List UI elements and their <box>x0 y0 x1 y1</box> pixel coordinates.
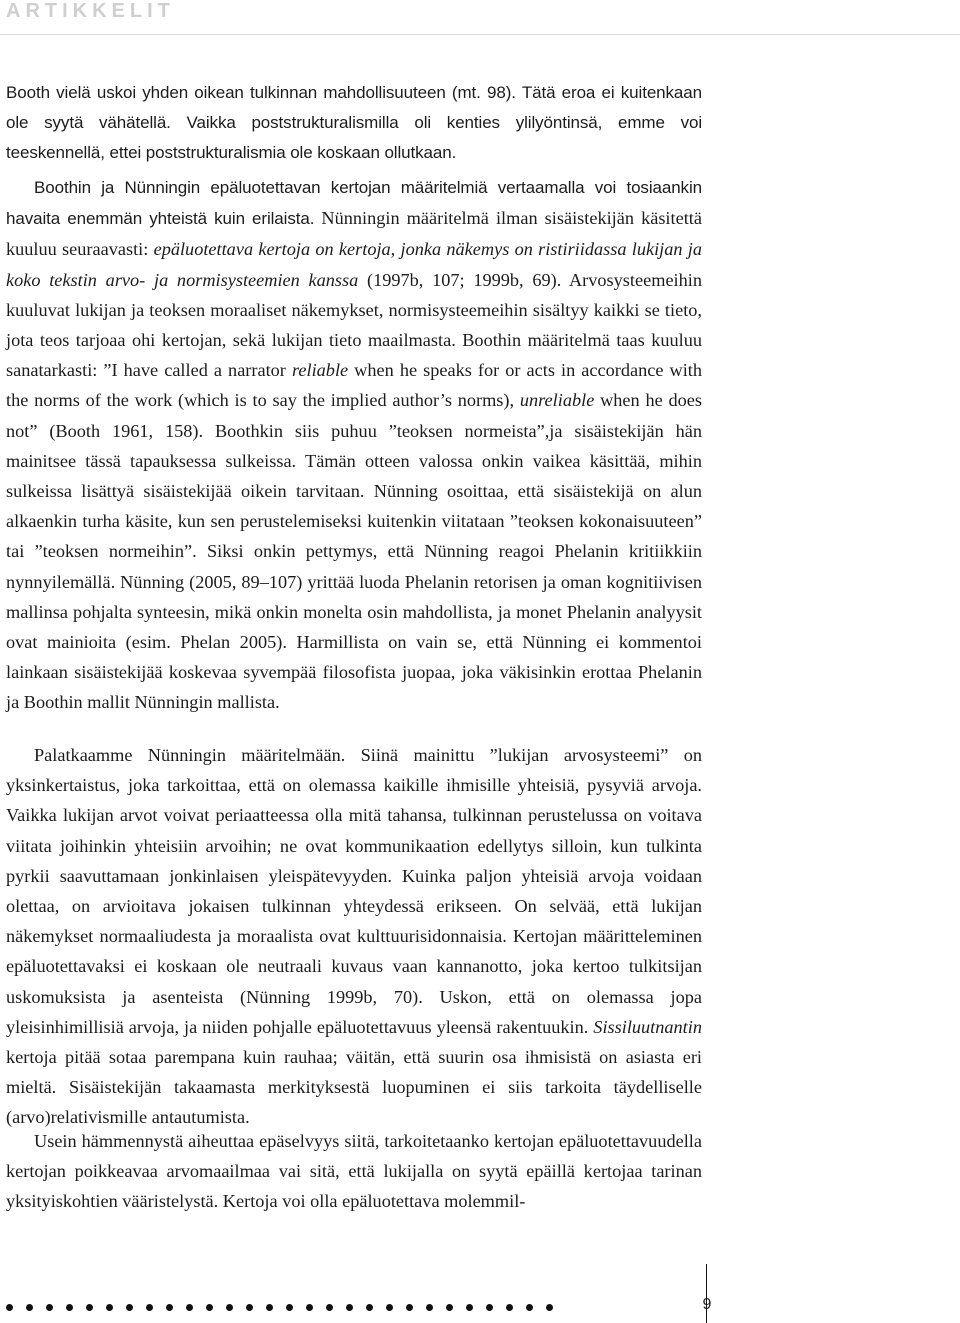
footer-dot <box>86 1304 93 1311</box>
footer-dot <box>186 1304 193 1311</box>
footer-dot <box>546 1304 553 1311</box>
body-text-1 <box>6 78 702 169</box>
text-run: when he speaks for or acts in accordance with the norms of the work (which is to say the implied author’s norms), <box>6 360 702 411</box>
footer-dot <box>506 1304 513 1311</box>
footer-dot <box>266 1304 273 1311</box>
footer-dot <box>286 1304 293 1311</box>
footer-dot <box>146 1304 153 1311</box>
footer-dot <box>106 1304 113 1311</box>
text-run: (1997b, 107; 1999b, 69). Arvosysteemeihin kuuluvat lukijan ja teoksen moraaliset näkemykset, normisysteemeihin sisältyy kaikki se tieto, jota teos tarjoaa ohi kertojan, sekä lukijan tieto maailmasta. Boothin määritelmä taas kuuluu sanatarkasti: ”I have called a narrator <box>6 269 702 381</box>
text-run: Palatkaamme Nünningin määritelmään. Siinä mainittu ”lukijan arvosysteemi” on yksinkertaistus, joka tarkoittaa, että on olemassa kaikille ihmisille yhteisiä, pysyviä arvoja. Vaikka lukijan arvot voivat periaatteessa olla mitä tahansa, tulkinnan perustelussa on voitava viitata joihinkin yhteisiin arvoihin; ne ovat kommunikaation edellytys silloin, kun tulkinta pyrkii saavuttamaan jonkinlaisen yleispätevyyden. Kuinka paljon yhteisiä arvoja voidaan olettaa, on arvioitava jokaisen tulkinnan yhteydessä erikseen. On selvää, että lukijan näkemykset normaaliudesta ja moraalista ovat kulttuurisidonnaisia. Kertojan määritteleminen epäluotettavaksi ei koskaan ole neutraali kuvaus vaan kannanotto, joka kertoo tulkitsijan uskomuksista ja asenteista (Nünning 1999b, 70). Uskon, että on olemassa jopa yleisinhimillisiä arvoja, ja niiden pohjalle epäluotettavuus yleensä rakentuukin. <box>6 745 702 1037</box>
footer-dot <box>426 1304 433 1311</box>
text-run: Nünningin määritelmä ilman sisäistekijän käsitettä kuuluu seuraavasti: <box>6 208 702 260</box>
footer-dot <box>306 1304 313 1311</box>
footer-dot <box>226 1304 233 1311</box>
section-label: ARTIKKELIT <box>6 0 175 22</box>
page-number: 9 <box>702 1296 712 1313</box>
running-header <box>0 0 960 30</box>
footer-dot <box>246 1304 253 1311</box>
italic-unreliable: unreliable <box>519 390 595 411</box>
footer-dot <box>126 1304 133 1311</box>
footer-dot <box>346 1304 353 1311</box>
footer-dot <box>466 1304 473 1311</box>
footer-dot <box>326 1304 333 1311</box>
page-divider <box>706 1264 707 1323</box>
footer-dot <box>386 1304 393 1311</box>
body-text-3 <box>6 740 702 1133</box>
paragraph-4: Usein hämmennystä aiheuttaa epäselvyys siitä, tarkoitetaanko kertojan epäluotettavuudella kertojan poikkeavaa arvomaailmaa vai sitä, että lukijalla on syytä epäillä kertojaa tarinan yksityiskohtien vääristelystä. Kertoja voi olla epäluotettava molemmil- <box>6 1131 702 1212</box>
body-text-2 <box>6 172 702 718</box>
footer-dot <box>206 1304 213 1311</box>
footer-dot <box>406 1304 413 1311</box>
footer-dot <box>486 1304 493 1311</box>
footer-dot <box>46 1304 53 1311</box>
italic-reliable: reliable <box>291 360 349 381</box>
footer-dot <box>166 1304 173 1311</box>
footer-dot <box>446 1304 453 1311</box>
footer-dot <box>26 1304 33 1311</box>
italic-book-title: Sissiluutnantin <box>593 1016 702 1037</box>
header-rule <box>0 34 960 35</box>
paragraph-3 <box>6 740 702 1133</box>
footer-dot <box>366 1304 373 1311</box>
footer-dot-row <box>6 1304 553 1311</box>
paragraph-2 <box>6 172 702 718</box>
body-text-4 <box>6 1126 702 1217</box>
paragraph-2-sans-part: Boothin ja Nünningin epäluotettavan kertojan määritelmiä vertaamalla voi tosiaankin havaita enemmän yhteistä kuin erilaista. <box>6 178 702 229</box>
text-run: kertoja pitää sotaa parempana kuin rauhaa; väitän, että suurin osa ihmisistä on asiasta eri mieltä. Sisäistekijän takaamasta merkityksestä luopuminen ei siis tarkoita täydelliselle (arvo)relativismille antautumista. <box>6 1047 702 1128</box>
footer-dot <box>66 1304 73 1311</box>
footer-dot <box>6 1304 13 1311</box>
paragraph-1: Booth vielä uskoi yhden oikean tulkinnan mahdollisuuteen (mt. 98). Tätä eroa ei kuitenkaan ole syytä vähätellä. Vaikka poststrukturalismilla oli kenties ylilyöntinsä, emme voi teeskennellä, ettei poststrukturalismia ole koskaan ollutkaan. <box>6 83 702 163</box>
text-run: when he does not” (Booth 1961, 158). Boothkin siis puhuu ”teoksen normeista”,ja sisäistekijän hän mainitsee tässä tapauksessa sulkeissa. Tämän otteen valossa onkin vaikea käsittää, mihin sulkeissa lisättyä sisäistekijää oikein tarvitaan. Nünning osoittaa, että sisäistekijä on alun alkaenkin turha käsite, kun sen perustelemiseksi kuitenkin viitataan ”teoksen kokonaisuuteen” tai ”teoksen normeihin”. Siksi onkin pettymys, että Nünning reagoi Phelanin kritiikkiin nynnyilemällä. Nünning (2005, 89–107) yrittää luoda Phelanin retorisen ja oman kognitiivisen mallinsa pohjalta synteesin, mikä onkin monelta osin mahdollista, ja monet Phelanin analyysit ovat mainioita (esim. Phelan 2005). Harmillista on vain se, että Nünning ei kommentoi lainkaan sisäistekijää koskevaa syvempää filosofista juopaa, joka väkisinkin erottaa Phelanin ja Boothin mallit Nünningin mallista. <box>6 390 702 713</box>
footer-dot <box>526 1304 533 1311</box>
italic-definition: epäluotettava kertoja on kertoja, jonka näkemys on ristiriidassa lukijan ja koko tekstin arvo- ja normisysteemien kanssa <box>6 239 702 290</box>
